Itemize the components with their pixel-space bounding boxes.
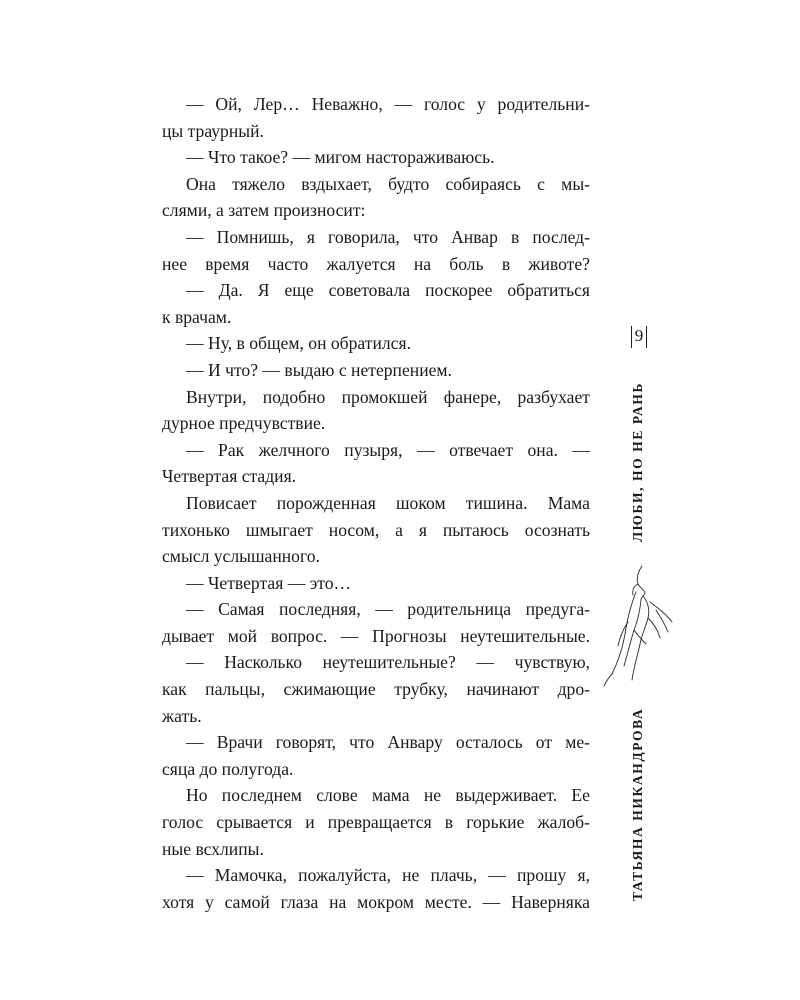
text-line: дурное предчувствие. bbox=[162, 413, 326, 434]
page-number-bar-left bbox=[631, 326, 632, 348]
text-line: — Врачи говорят, что Анвару осталось от ме- bbox=[186, 732, 590, 753]
text-line: Внутри, подобно промокшей фанере, разбухает bbox=[186, 386, 590, 407]
text-line: — Что такое? — мигом настораживаюсь. bbox=[186, 147, 495, 168]
text-line: — Мамочка, пожалуйста, не плачь, — прошу я, bbox=[186, 865, 590, 886]
text-line: к врачам. bbox=[162, 306, 232, 327]
text-line: — Помнишь, я говорила, что Анвар в послед- bbox=[186, 226, 590, 247]
side-column bbox=[622, 0, 656, 1000]
text-line: — И что? — выдаю с нетерпением. bbox=[186, 359, 452, 380]
text-line: смысл услышанного. bbox=[162, 546, 320, 567]
text-line: слями, а затем произносит: bbox=[162, 200, 366, 221]
text-line: — Самая последняя, — родительница предуга- bbox=[186, 599, 590, 620]
page-number-bar-right bbox=[646, 326, 647, 348]
text-line: хотя у самой глаза на мокром месте. — Наверняка bbox=[162, 891, 590, 912]
text-line: Четвертая стадия. bbox=[162, 466, 297, 487]
text-line: Но последнем слове мама не выдерживает. Ее bbox=[186, 785, 590, 806]
text-line: голос срывается и превращается в горькие жалоб- bbox=[162, 812, 590, 833]
text-line: как пальцы, сжимающие трубку, начинают дро- bbox=[162, 679, 590, 700]
page-number-value: 9 bbox=[634, 326, 644, 345]
text-line: цы траурный. bbox=[162, 120, 264, 141]
couple-sketch-illustration bbox=[598, 562, 678, 692]
author-name: ТАТЬЯНА НИКАНДРОВА bbox=[630, 708, 645, 902]
page-number bbox=[622, 326, 656, 348]
text-line: Повисает порожденная шоком тишина. Мама bbox=[186, 492, 590, 513]
book-title: ЛЮБИ, НО НЕ РАНЬ bbox=[630, 382, 645, 542]
text-line: Она тяжело вздыхает, будто собираясь с мы- bbox=[186, 173, 590, 194]
body-text bbox=[162, 91, 590, 915]
text-line: тихонько шмыгает носом, а я пытаюсь осознать bbox=[162, 519, 590, 540]
text-line: — Рак желчного пузыря, — отвечает она. — bbox=[186, 439, 590, 460]
text-line: дывает мой вопрос. — Прогнозы неутешительные. bbox=[162, 625, 590, 646]
text-line: — Ой, Лер… Неважно, — голос у родительни- bbox=[186, 94, 590, 114]
text-line: — Насколько неутешительные? — чувствую, bbox=[186, 652, 590, 673]
text-line: сяца до полугода. bbox=[162, 758, 294, 779]
text-line: жать. bbox=[162, 705, 202, 726]
text-line: — Четвертая — это… bbox=[186, 572, 352, 593]
text-line: — Да. Я еще советовала поскорее обратиться bbox=[186, 280, 590, 301]
text-line: — Ну, в общем, он обратился. bbox=[186, 333, 411, 354]
text-line: ные всхлипы. bbox=[162, 838, 264, 859]
text-line: нее время часто жалуется на боль в животе? bbox=[162, 253, 590, 274]
